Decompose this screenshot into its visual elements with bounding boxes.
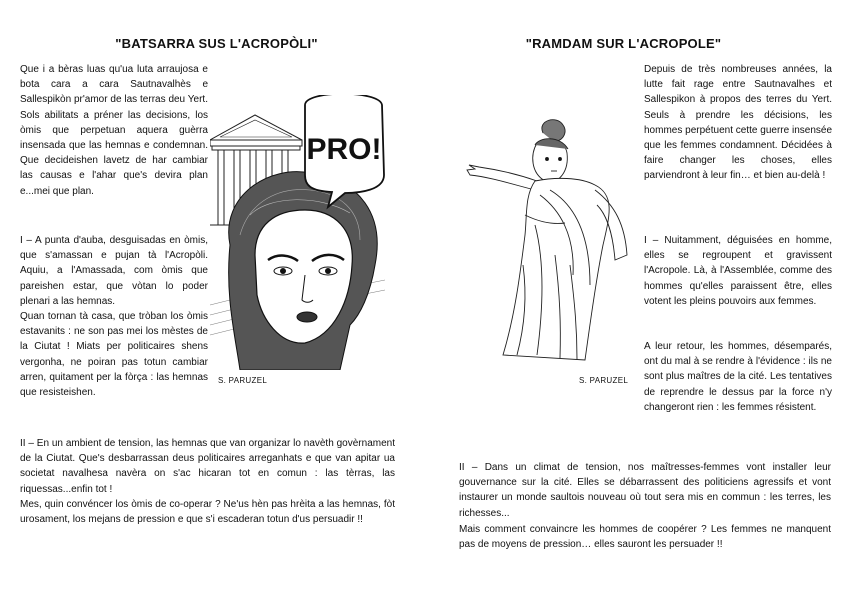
left-part1-a: I – A punta d'auba, desguisadas en òmis, que s'amassan e pujan tà l'Acropòli. Aquiu, a l'Amassada, com òmis que pareishen estar, que vòtan lo poder plenari a las hemnas.: [20, 235, 208, 307]
right-part2: II – Dans un climat de tension, nos maîtresses-femmes vont installer leur gouvernance sur la cité. Elles se débarrassent des politiciens agressifs et vont instaurer un monde saultois nouveau où tout sera mis en commun : les terres, les richesses...: [459, 462, 831, 519]
right-intro: Depuis de très nombreuses années, la lutte fait rage entre Sautnavalhes et Sallespikon à propos des terres du Yert. Seuls à prendre les décisions, les hommes perpétuent cette guerre insensée que les femmes condamnent. Décidées à faire changer les choses, elles parviendront à leur fin… et bien au-delà !: [644, 64, 832, 182]
right-part1-b: A leur retour, les hommes, désemparés, ont du mal à se rendre à l'évidence : ils ne sont plus maîtres de la cité. Les tentatives de reprendre le dessus par la force n'y changeront rien : les femmes résistent.: [644, 341, 832, 413]
left-illustration: [210, 95, 390, 370]
left-credit: S. PARUZEL: [218, 376, 268, 385]
right-part2-b: Mais comment convaincre les hommes de coopérer ? Les femmes ne manquent pas de moyens de pression… elles sauront les persuader !!: [459, 524, 831, 551]
left-title: "BATSARRA SUS L'ACROPÒLI": [115, 36, 318, 51]
right-title: "RAMDAM SUR L'ACROPOLE": [525, 36, 722, 51]
speech-bubble-text: PRO!: [306, 133, 382, 166]
left-part1-b: Quan tornan tà casa, que tròban los òmis estavanits : ne son pas mei los mèstes de la Ciutat ! Miats per politicaires shens vergonha, ne poiran pas totun cambiar arren, quitament per la fòrça : las hemnas que resisteishen.: [20, 311, 208, 399]
right-column: [421, 0, 842, 595]
left-part2-b: Mes, quin convéncer los òmis de co-operar ? Ne'us hèn pas hrèita a las hemnas, fòt urosament, los mejans de pression e que s'i escaderan totun d'us persuadir !!: [20, 499, 395, 526]
right-credit: S. PARUZEL: [579, 376, 629, 385]
speech-bubble: [305, 95, 384, 207]
woman-toga-drawing: [467, 120, 627, 360]
left-intro: Que i a bèras luas qu'ua luta arraujosa e bota cara a cara Sautnavalhès e Sallespikòn pr'amor de las terras deu Yert. Sols abilitats a préner las decisions, los òmis que perpetuan aquera guèrra insensada que las hemnas e condemnan. Que decideishen lavetz de har cambiar las causas e l'ahar que's devira plan e...mei que plan.: [20, 64, 208, 197]
left-part2: II – En un ambient de tension, las hemnas que van organizar lo navèth govèrnament de la Ciutat. Que's desbarrassan deus politicaires arreganhats e que van apitar ua societat navalhesa navèra on s'ac hicaran tot en comun : las tèrras, las riquessas...enfin tot !: [20, 438, 395, 495]
right-part1-a: I – Nuitamment, déguisées en homme, elles se regroupent et gravissent l'Acropole. Là, à l'Assemblée, comme des hommes qu'elles paraissent être, elles votent les pleins pouvoirs aux femmes.: [644, 235, 832, 307]
right-illustration: [465, 115, 635, 370]
